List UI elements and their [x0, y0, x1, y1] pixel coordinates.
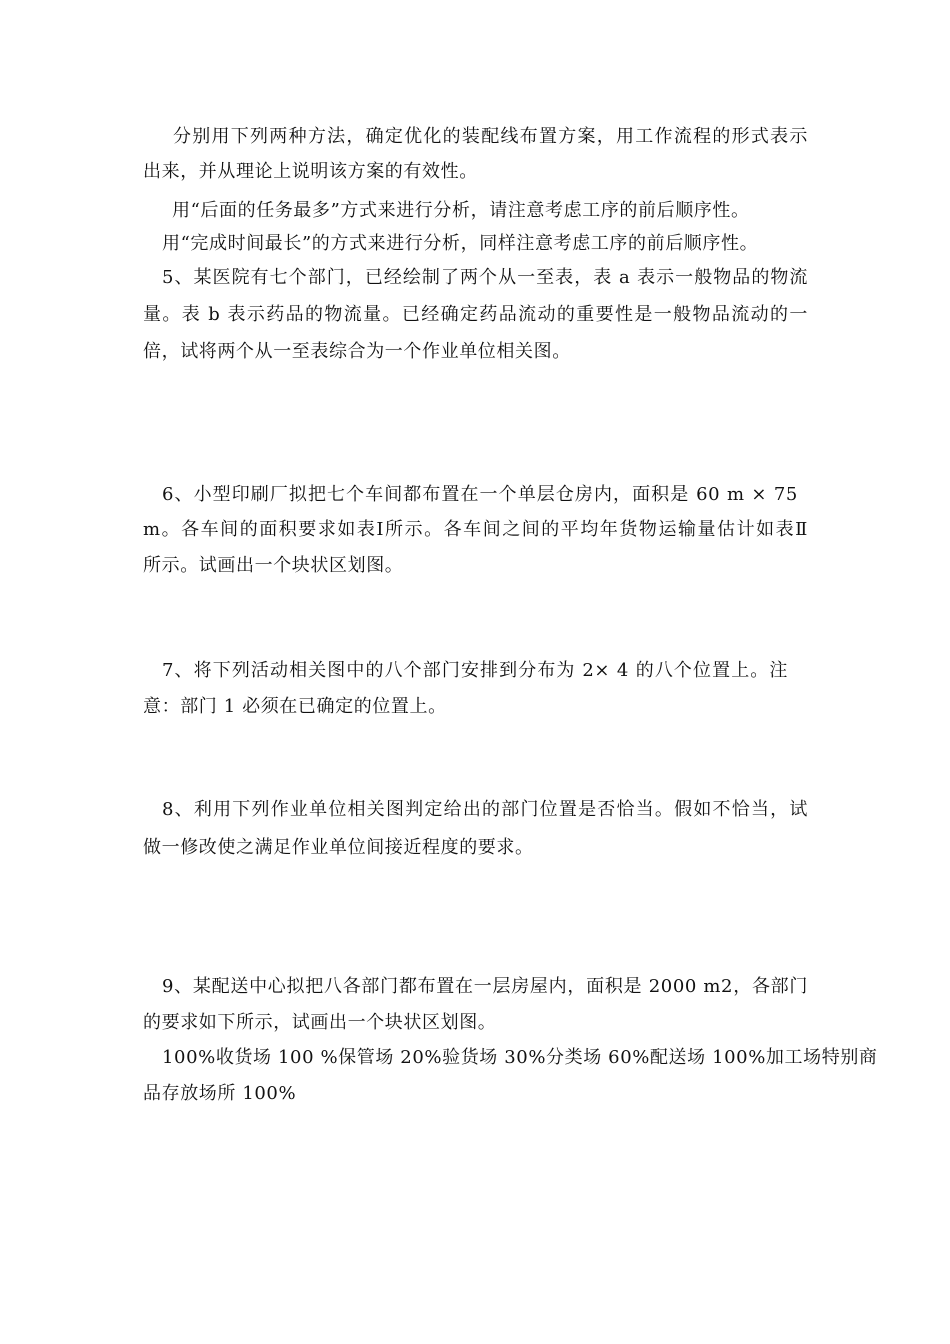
question-7-line-2: 意：部门 1 必须在已确定的位置上。 [143, 696, 447, 717]
question-6-line-1: 6、小型印刷厂拟把七个车间都布置在一个单层仓房内，面积是 60 m × 75 [162, 484, 798, 505]
question-8-line-2: 做一修改使之满足作业单位间接近程度的要求。 [143, 837, 534, 858]
question-9-line-2: 的要求如下所示，试画出一个块状区划图。 [143, 1012, 497, 1033]
question-5-line-2: 量。表 b 表示药品的物流量。已经确定药品流动的重要性是一般物品流动的一 [143, 304, 808, 325]
question-5-line-3: 倍，试将两个从一至表综合为一个作业单位相关图。 [143, 341, 571, 362]
intro-line-2: 出来，并从理论上说明该方案的有效性。 [143, 161, 478, 182]
method-line-b: 用“完成时间最长”的方式来进行分析，同样注意考虑工序的前后顺序性。 [162, 233, 759, 254]
intro-line-1: 分别用下列两种方法，确定优化的装配线布置方案，用工作流程的形式表示 [173, 126, 808, 147]
question-6-line-3: 所示。试画出一个块状区划图。 [143, 555, 404, 576]
question-9-requirements-line-2: 品存放场所 100% [143, 1083, 297, 1104]
question-7-line-1: 7、将下列活动相关图中的八个部门安排到分布为 2× 4 的八个位置上。注 [162, 660, 788, 681]
question-9-requirements-line-1: 100%收货场 100 %保管场 20%验货场 30%分类场 60%配送场 100%加工场特别商 [162, 1047, 878, 1068]
method-line-a: 用“后面的任务最多”方式来进行分析，请注意考虑工序的前后顺序性。 [172, 200, 750, 221]
question-9-line-1: 9、某配送中心拟把八各部门都布置在一层房屋内，面积是 2000 m2，各部门 [162, 976, 808, 997]
question-8-line-1: 8、利用下列作业单位相关图判定给出的部门位置是否恰当。假如不恰当，试 [162, 799, 808, 820]
question-6-line-2: m。各车间的面积要求如表Ⅰ所示。各车间之间的平均年货物运输量估计如表Ⅱ [143, 519, 808, 540]
question-5-line-1: 5、某医院有七个部门，已经绘制了两个从一至表，表 a 表示一般物品的物流 [162, 267, 808, 288]
